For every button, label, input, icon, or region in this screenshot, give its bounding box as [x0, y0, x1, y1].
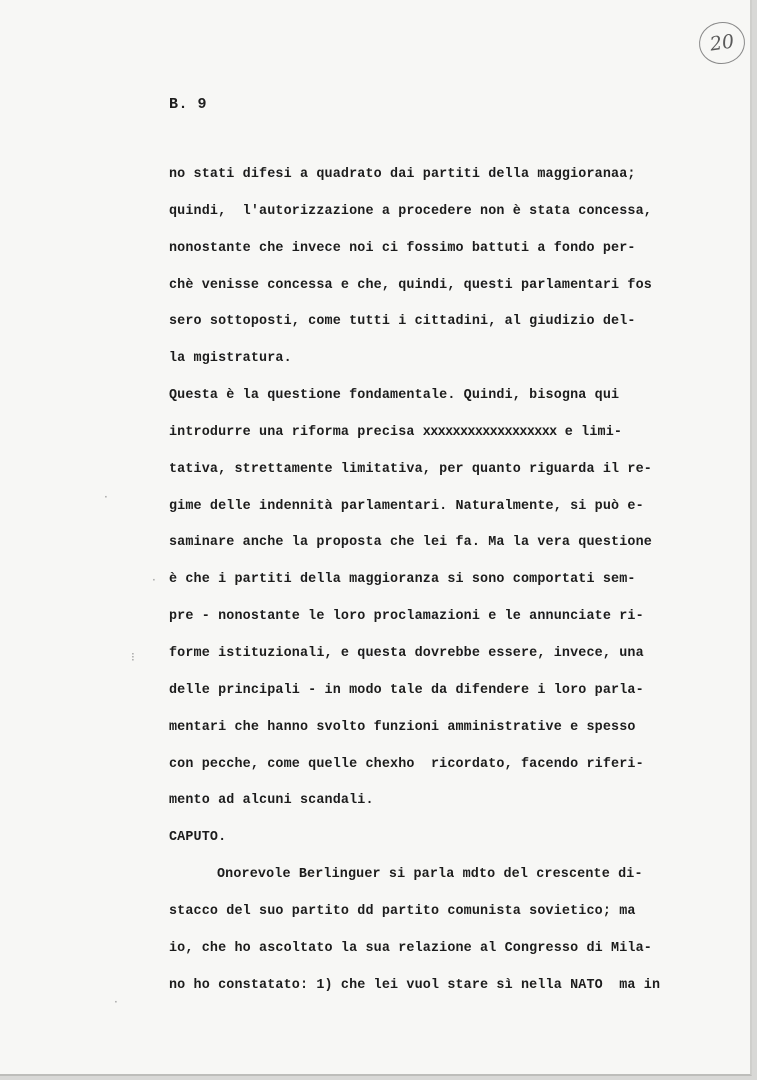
text-line: forme istituzionali, e questa dovrebbe essere, invece, una — [169, 645, 644, 661]
text-segment: e limi- — [556, 424, 623, 440]
text-line: con pecche, come quelle chexho ricordato, facendo riferi- — [169, 756, 644, 772]
text-segment: introdurre una riforma precisa — [169, 424, 423, 440]
margin-dot: · — [104, 490, 108, 504]
text-line: tativa, strettamente limitativa, per quanto riguarda il re- — [169, 461, 652, 477]
text-line: saminare anche la proposta che lei fa. Ma la vera questione — [169, 535, 652, 551]
margin-dot: ⁝ — [131, 650, 135, 664]
text-line: sero sottoposti, come tutti i cittadini, al giudizio del- — [169, 314, 636, 330]
margin-dot: · — [114, 995, 118, 1009]
text-line: no stati difesi a quadrato dai partiti della maggioranaa; — [169, 167, 636, 182]
text-line: gime delle indennità parlamentari. Naturalmente, si può e- — [169, 498, 644, 514]
text-line: Onorevole Berlinguer si parla mdto del crescente di- — [217, 867, 643, 883]
text-line: mento ad alcuni scandali. — [169, 793, 374, 809]
text-line: no ho constatato: 1) che lei vuol stare sì nella NATO ma in — [169, 977, 661, 993]
text-line: stacco del suo partito dd partito comunista sovietico; ma — [169, 903, 636, 919]
speaker-name: CAPUTO. — [169, 830, 227, 846]
text-line: la mgistratura. — [169, 351, 292, 367]
text-line: io, che ho ascoltato la sua relazione al Congresso di Mila- — [169, 940, 652, 956]
text-line: delle principali - in modo tale da difendere i loro parla- — [169, 682, 644, 698]
handwritten-page-number: 20 — [696, 19, 747, 67]
struck-out-text: xxxxxxxxxxxxxxxxxx — [422, 424, 557, 440]
text-line: mentari che hanno svolto funzioni amministrative e spesso — [169, 719, 636, 735]
text-line: quindi, l'autorizzazione a procedere non è stata concessa, — [169, 203, 652, 219]
text-line-with-strikeout — [169, 423, 729, 460]
margin-dot: · — [152, 573, 156, 587]
page-header: B. 9 — [169, 96, 208, 113]
text-line: chè venisse concessa e che, quindi, questi parlamentari fos — [169, 277, 652, 293]
text-line: Questa è la questione fondamentale. Quindi, bisogna qui — [169, 388, 620, 404]
body-text — [169, 165, 729, 1012]
text-line: nonostante che invece noi ci fossimo battuti a fondo per- — [169, 240, 636, 256]
text-line: pre - nonostante le loro proclamazioni e le annunciate ri- — [169, 609, 644, 625]
text-line: è che i partiti della maggioranza si sono comportati sem- — [169, 572, 636, 588]
